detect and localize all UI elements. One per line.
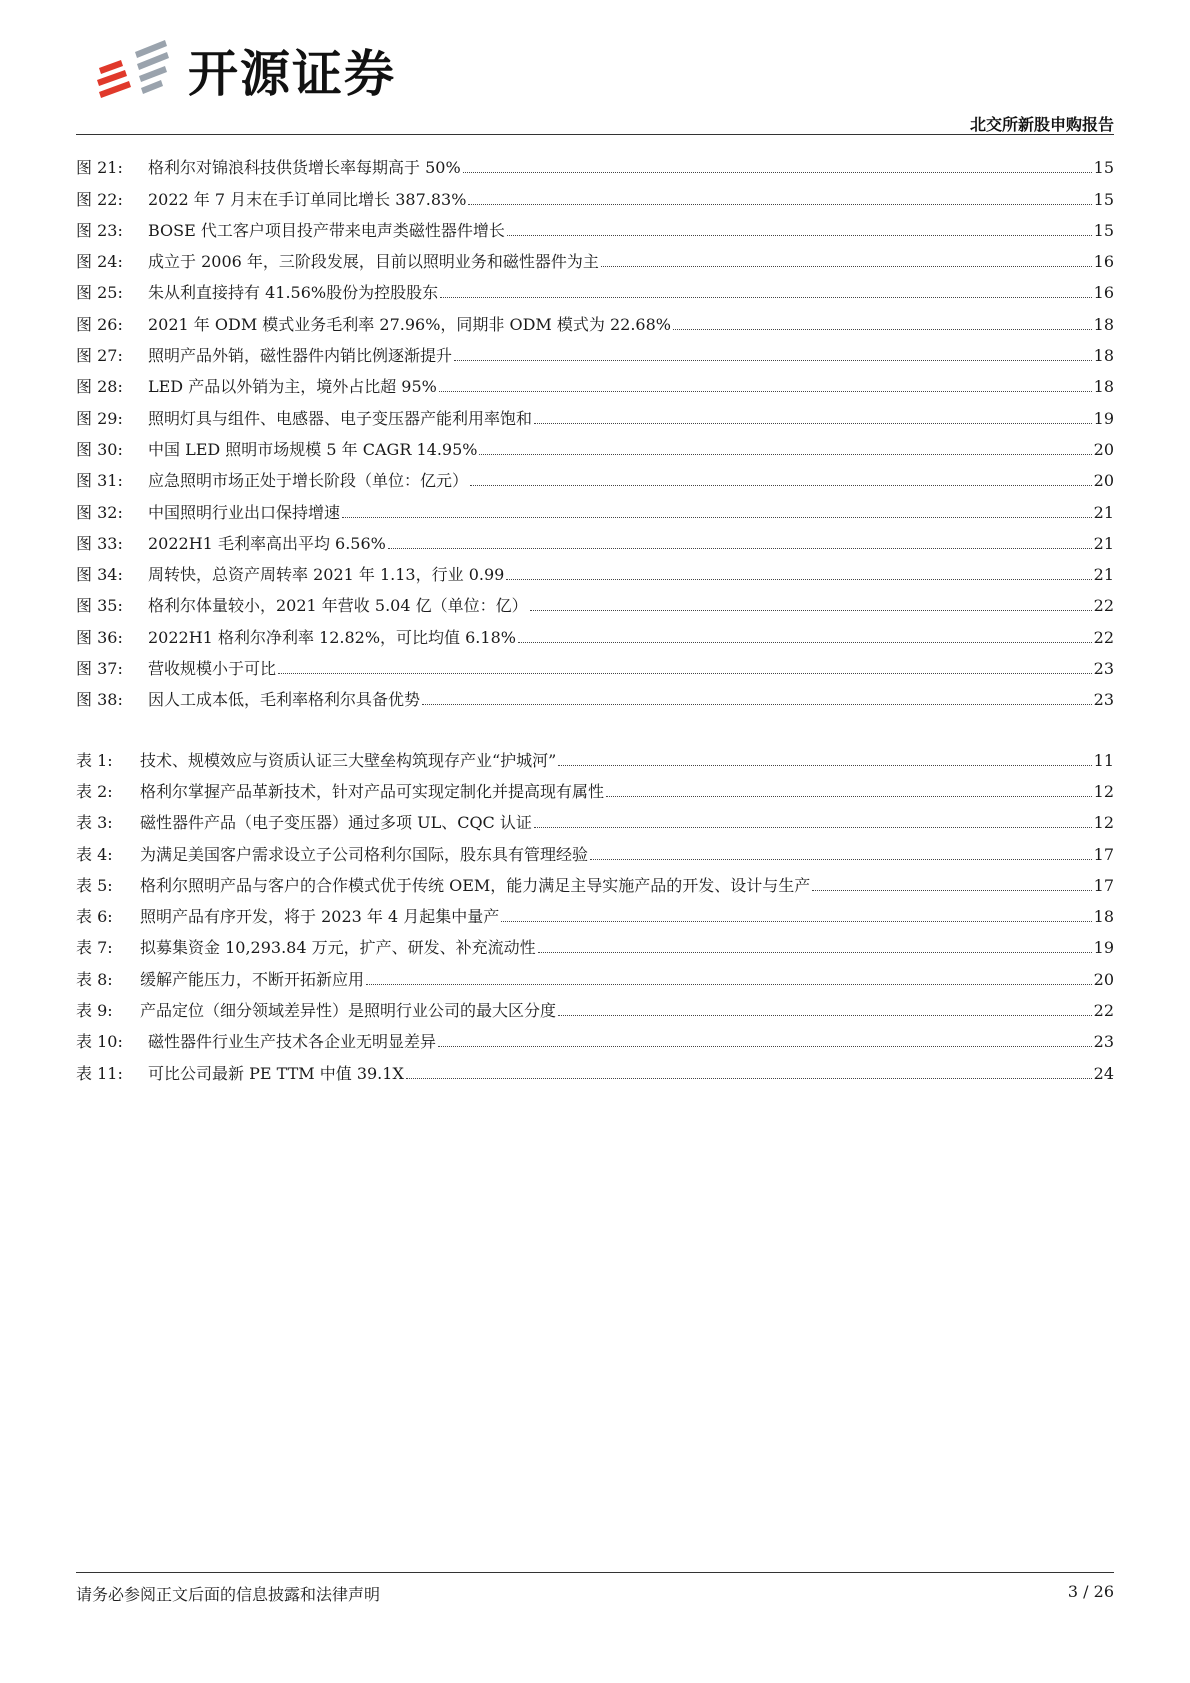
figure-entry-page: 23 xyxy=(1093,690,1114,710)
table-entry[interactable] xyxy=(76,865,1114,896)
figure-entry[interactable] xyxy=(76,210,1114,241)
table-entry-page: 11 xyxy=(1093,750,1114,770)
figure-entry-page: 20 xyxy=(1093,439,1114,459)
figure-entry-page: 22 xyxy=(1093,627,1114,647)
figure-entry-label: 图 24: xyxy=(76,252,123,272)
figure-entry-label: 图 28: xyxy=(76,377,123,397)
figure-entry[interactable] xyxy=(76,491,1114,522)
table-entry-label: 表 10: xyxy=(76,1032,123,1052)
figure-entry[interactable] xyxy=(76,241,1114,272)
table-entry-title: 为满足美国客户需求设立子公司格利尔国际，股东具有管理经验 xyxy=(140,844,589,864)
figure-entry-title: 周转快，总资产周转率 2021 年 1.13，行业 0.99 xyxy=(148,565,505,585)
dot-leader xyxy=(366,984,1092,985)
table-entry-title: 拟募集资金 10,293.84 万元，扩产、研发、补充流动性 xyxy=(140,938,536,958)
table-entry-label: 表 6: xyxy=(76,907,113,927)
figure-entry-page: 21 xyxy=(1093,565,1114,585)
figure-entry[interactable] xyxy=(76,303,1114,334)
table-entry-title: 可比公司最新 PE TTM 中值 39.1X xyxy=(148,1063,404,1083)
dot-leader xyxy=(454,360,1092,361)
table-entry-label: 表 1: xyxy=(76,750,113,770)
table-entry-page: 23 xyxy=(1093,1032,1114,1052)
figure-entry-title: 2022 年 7 月末在手订单同比增长 387.83% xyxy=(148,189,467,209)
dot-leader xyxy=(606,796,1092,797)
dot-leader xyxy=(507,235,1092,236)
figure-entry[interactable] xyxy=(76,272,1114,303)
dot-leader xyxy=(468,204,1091,205)
dot-leader xyxy=(438,1046,1092,1047)
figure-entry-title: LED 产品以外销为主，境外占比超 95% xyxy=(148,377,437,397)
figure-entry[interactable] xyxy=(76,523,1114,554)
table-of-contents xyxy=(76,147,1114,1084)
figure-entry-label: 图 23: xyxy=(76,220,123,240)
table-entry[interactable] xyxy=(76,927,1114,958)
table-entry[interactable] xyxy=(76,990,1114,1021)
table-entry-label: 表 5: xyxy=(76,875,113,895)
dot-leader xyxy=(406,1078,1092,1079)
figure-entry-page: 15 xyxy=(1093,220,1114,240)
figure-entry-label: 图 32: xyxy=(76,502,123,522)
figure-entry-title: 照明灯具与组件、电感器、电子变压器产能利用率饱和 xyxy=(148,408,533,428)
figure-entry[interactable] xyxy=(76,366,1114,397)
table-entry-label: 表 4: xyxy=(76,844,113,864)
figure-entry-title: 朱从利直接持有 41.56%股份为控股股东 xyxy=(148,283,439,303)
table-entry-title: 格利尔照明产品与客户的合作模式优于传统 OEM，能力满足主导实施产品的开发、设计与生产 xyxy=(140,875,811,895)
report-type: 北交所新股申购报告 xyxy=(969,115,1114,134)
page-number: 3 / 26 xyxy=(1067,1582,1114,1601)
table-entry-page: 19 xyxy=(1093,938,1114,958)
figure-list xyxy=(76,147,1114,710)
figure-entry-label: 图 38: xyxy=(76,690,123,710)
dot-leader xyxy=(812,890,1091,891)
figure-entry[interactable] xyxy=(76,648,1114,679)
section-gap xyxy=(76,710,1114,739)
table-entry[interactable] xyxy=(76,1021,1114,1052)
figure-entry-title: 2021 年 ODM 模式业务毛利率 27.96%，同期非 ODM 模式为 22.68% xyxy=(148,314,671,334)
figure-entry-page: 21 xyxy=(1093,533,1114,553)
dot-leader xyxy=(463,172,1092,173)
dot-leader xyxy=(388,548,1092,549)
dot-leader xyxy=(470,485,1092,486)
figure-entry-label: 图 33: xyxy=(76,533,123,553)
figure-entry-title: 照明产品外销，磁性器件内销比例逐渐提升 xyxy=(148,346,453,366)
dot-leader xyxy=(439,391,1092,392)
dot-leader xyxy=(422,704,1092,705)
figure-entry[interactable] xyxy=(76,554,1114,585)
figure-entry-label: 图 21: xyxy=(76,158,123,178)
figure-entry-label: 图 30: xyxy=(76,439,123,459)
figure-entry-label: 图 31: xyxy=(76,471,123,491)
figure-entry[interactable] xyxy=(76,460,1114,491)
company-logo-text: 开源证券 xyxy=(188,45,396,103)
figure-entry-title: 中国照明行业出口保持增速 xyxy=(148,502,341,522)
figure-entry-page: 16 xyxy=(1093,252,1114,272)
table-entry-title: 格利尔掌握产品革新技术，针对产品可实现定制化并提高现有属性 xyxy=(140,781,605,801)
dot-leader xyxy=(342,517,1092,518)
footer-divider xyxy=(76,1572,1114,1573)
figure-entry-page: 20 xyxy=(1093,471,1114,491)
dot-leader xyxy=(278,673,1092,674)
figure-entry-label: 图 37: xyxy=(76,659,123,679)
table-entry-page: 12 xyxy=(1093,813,1114,833)
table-entry-page: 22 xyxy=(1093,1001,1114,1021)
table-entry-page: 17 xyxy=(1093,844,1114,864)
dot-leader xyxy=(440,297,1092,298)
dot-leader xyxy=(673,329,1092,330)
dot-leader xyxy=(558,765,1091,766)
figure-entry[interactable] xyxy=(76,429,1114,460)
dot-leader xyxy=(530,610,1092,611)
table-entry-page: 18 xyxy=(1093,907,1114,927)
figure-entry[interactable] xyxy=(76,616,1114,647)
figure-entry-page: 18 xyxy=(1093,346,1114,366)
figure-entry-title: 格利尔体量较小，2021 年营收 5.04 亿（单位：亿） xyxy=(148,596,528,616)
figure-entry-title: 营收规模小于可比 xyxy=(148,659,277,679)
dot-leader xyxy=(590,859,1092,860)
table-entry[interactable] xyxy=(76,1052,1114,1083)
table-entry-label: 表 3: xyxy=(76,813,113,833)
figure-entry[interactable] xyxy=(76,397,1114,428)
figure-entry-title: 格利尔对锦浪科技供货增长率每期高于 50% xyxy=(148,158,461,178)
figure-entry-label: 图 22: xyxy=(76,189,123,209)
figure-entry-page: 23 xyxy=(1093,659,1114,679)
footer-disclaimer: 请务必参阅正文后面的信息披露和法律声明 xyxy=(76,1585,381,1604)
figure-entry[interactable] xyxy=(76,178,1114,209)
figure-entry-page: 16 xyxy=(1093,283,1114,303)
table-entry-label: 表 7: xyxy=(76,938,113,958)
dot-leader xyxy=(479,454,1091,455)
dot-leader xyxy=(534,827,1092,828)
figure-entry-title: 2022H1 毛利率高出平均 6.56% xyxy=(148,533,386,553)
figure-entry-label: 图 34: xyxy=(76,565,123,585)
table-entry[interactable] xyxy=(76,958,1114,989)
figure-entry-title: 成立于 2006 年，三阶段发展，目前以照明业务和磁性器件为主 xyxy=(148,252,599,272)
figure-entry-label: 图 27: xyxy=(76,346,123,366)
table-entry-title: 产品定位（细分领域差异性）是照明行业公司的最大区分度 xyxy=(140,1001,557,1021)
table-entry-page: 24 xyxy=(1093,1063,1114,1083)
figure-entry-title: 因人工成本低，毛利率格利尔具备优势 xyxy=(148,690,421,710)
dot-leader xyxy=(518,642,1092,643)
table-entry[interactable] xyxy=(76,833,1114,864)
table-entry-title: 磁性器件行业生产技术各企业无明显差异 xyxy=(148,1032,437,1052)
figure-entry-page: 21 xyxy=(1093,502,1114,522)
figure-entry-page: 18 xyxy=(1093,314,1114,334)
table-entry-page: 12 xyxy=(1093,781,1114,801)
table-entry-label: 表 8: xyxy=(76,969,113,989)
dot-leader xyxy=(506,579,1091,580)
table-entry-page: 17 xyxy=(1093,875,1114,895)
figure-entry-page: 18 xyxy=(1093,377,1114,397)
table-entry-label: 表 9: xyxy=(76,1001,113,1021)
figure-entry-page: 22 xyxy=(1093,596,1114,616)
figure-entry-label: 图 25: xyxy=(76,283,123,303)
figure-entry-title: BOSE 代工客户项目投产带来电声类磁性器件增长 xyxy=(148,220,505,240)
figure-entry-label: 图 29: xyxy=(76,408,123,428)
table-entry-title: 照明产品有序开发，将于 2023 年 4 月起集中量产 xyxy=(140,907,500,927)
figure-entry-page: 15 xyxy=(1093,189,1114,209)
table-entry[interactable] xyxy=(76,739,1114,770)
table-entry-title: 缓解产能压力，不断开拓新应用 xyxy=(140,969,365,989)
kaiyuan-logo-icon xyxy=(95,38,175,108)
table-entry-label: 表 11: xyxy=(76,1063,123,1083)
figure-entry-label: 图 36: xyxy=(76,627,123,647)
figure-entry[interactable] xyxy=(76,585,1114,616)
dot-leader xyxy=(601,266,1092,267)
figure-entry-page: 19 xyxy=(1093,408,1114,428)
table-entry-page: 20 xyxy=(1093,969,1114,989)
table-entry-title: 技术、规模效应与资质认证三大壁垒构筑现存产业“护城河” xyxy=(140,750,557,770)
dot-leader xyxy=(558,1015,1092,1016)
table-entry-title: 磁性器件产品（电子变压器）通过多项 UL、CQC 认证 xyxy=(140,813,532,833)
figure-entry-title: 应急照明市场正处于增长阶段（单位：亿元） xyxy=(148,471,469,491)
table-entry-label: 表 2: xyxy=(76,781,113,801)
figure-entry-title: 2022H1 格利尔净利率 12.82%，可比均值 6.18% xyxy=(148,627,516,647)
table-list xyxy=(76,739,1114,1083)
dot-leader xyxy=(534,423,1092,424)
figure-entry[interactable] xyxy=(76,335,1114,366)
page-header xyxy=(0,0,1190,140)
figure-entry-label: 图 35: xyxy=(76,596,123,616)
table-entry[interactable] xyxy=(76,771,1114,802)
dot-leader xyxy=(538,952,1092,953)
dot-leader xyxy=(501,921,1091,922)
header-divider xyxy=(76,134,1114,135)
figure-entry[interactable] xyxy=(76,147,1114,178)
figure-entry-page: 15 xyxy=(1093,158,1114,178)
figure-entry-title: 中国 LED 照明市场规模 5 年 CAGR 14.95% xyxy=(148,439,478,459)
figure-entry[interactable] xyxy=(76,679,1114,710)
table-entry[interactable] xyxy=(76,802,1114,833)
table-entry[interactable] xyxy=(76,896,1114,927)
figure-entry-label: 图 26: xyxy=(76,314,123,334)
